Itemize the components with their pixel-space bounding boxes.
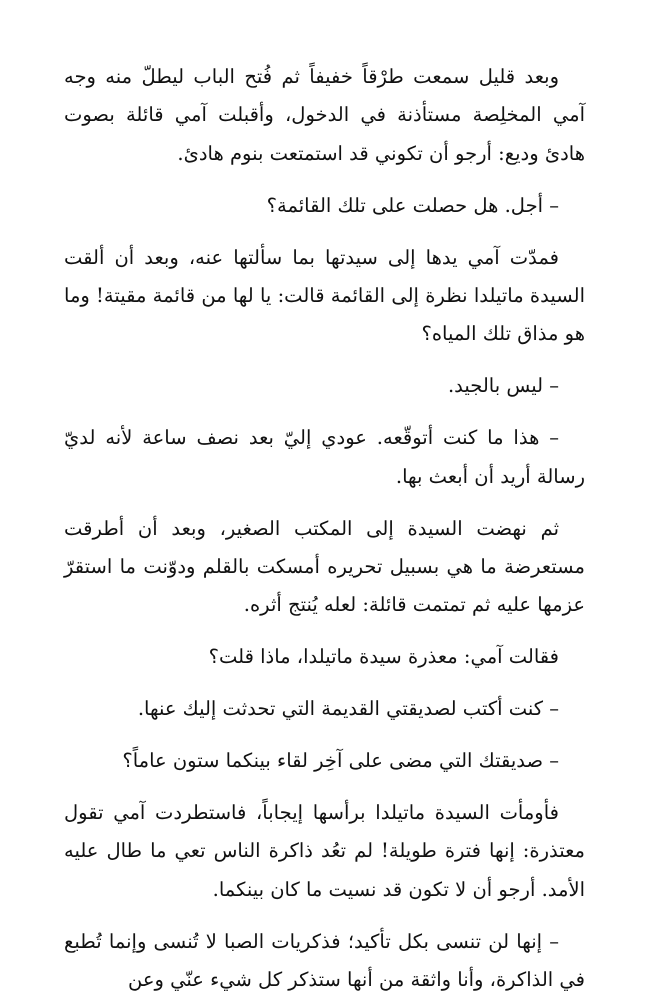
paragraph: فمدّت آمي يدها إلى سيدتها بما سألتها عنه، وبعد أن ألقت السيدة ماتيلدا نظرة إلى القائمة قالت: يا لها من قائمة مقيتة! وما هو مذاق تلك المياه؟ xyxy=(64,245,585,346)
paragraph: – كنت أكتب لصديقتي القديمة التي تحدثت إليك عنها. xyxy=(137,697,559,721)
paragraph: – إنها لن تنسى بكل تأكيد؛ فذكريات الصبا لا تُنسى وإنما تُطبع في الذاكرة، وأنا واثقة من أنها ستذكر كل شيء عنّي وعن xyxy=(64,929,585,992)
paragraph: – ليس بالجيد. xyxy=(447,374,559,398)
paragraph: فأومأت السيدة ماتيلدا برأسها إيجاباً، فاستطردت آمي تقول معتذرة: إنها فترة طويلة! لم تعُد ذاكرة الناس تعي ما طال عليه الأمد. أرجو أن لا تكون قد نسيت ما كان بينكما. xyxy=(64,801,585,901)
paragraph: – هذا ما كنت أتوقّعه. عودي إليّ بعد نصف ساعة لأنه لديّ رسالة أريد أن أبعث بها. xyxy=(64,426,585,488)
book-page-text xyxy=(64,58,585,1000)
paragraph: ثم نهضت السيدة إلى المكتب الصغير، وبعد أن أطرقت مستعرضة ما هي بسبيل تحريره أمسكت بالقلم ودوّنت ما استقرّ عزمها عليه ثم تمتمت قائلة: لعله يُنتج أثره. xyxy=(64,516,585,617)
paragraph: فقالت آمي: معذرة سيدة ماتيلدا، ماذا قلت؟ xyxy=(208,645,559,669)
paragraph: – صديقتك التي مضى على آخِر لقاء بينكما ستون عاماً؟ xyxy=(122,749,559,773)
paragraph: – أجل. هل حصلت على تلك القائمة؟ xyxy=(266,193,559,217)
paragraph: وبعد قليل سمعت طرْقاً خفيفاً ثم فُتح الباب ليطلّ منه وجه آمي المخلِصة مستأذنة في الدخول، وأقبلت آمي قائلة بصوت هادئ وديع: أرجو أن تكوني قد استمتعت بنوم هادئ. xyxy=(64,65,585,165)
